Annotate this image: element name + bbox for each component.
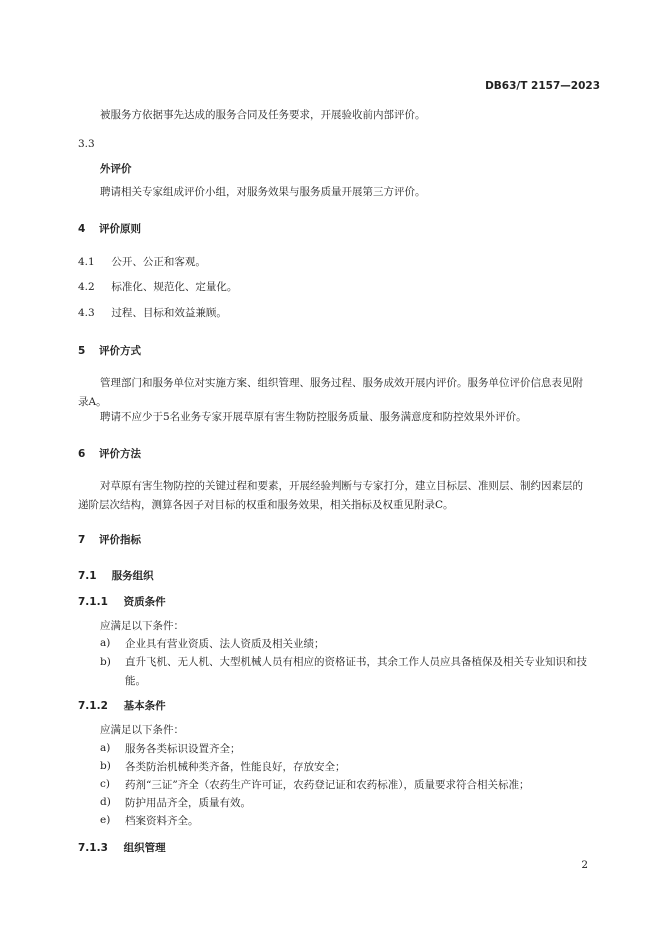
list-marker: c) (100, 778, 110, 790)
section-7-1-1-number: 7.1.1 (78, 596, 108, 608)
section-7-1-number: 7.1 (78, 570, 97, 582)
list-item-text: 企业具有营业资质、法人资质及相关业绩； (125, 638, 325, 650)
section-4-heading (78, 221, 141, 236)
section-7-1-3-title: 组织管理 (123, 842, 166, 854)
list-item-4-3 (78, 306, 227, 320)
list-item-text: 药剂“三证”齐全（农药生产许可证，农药登记证和农药标准），质量要求符合相关标准； (125, 779, 530, 791)
item-text: 标准化、规范化、定量化。 (111, 281, 238, 293)
section-5-paragraph-2: 聘请不应少于5名业务专家开展草原有害生物防控服务质量、服务满意度和防控效果外评价。 (100, 411, 527, 423)
list-item-text: 直升飞机、无人机、大型机械人员有相应的资格证书，其余工作人员应具备植保及相关专业知识和技能。 (125, 656, 587, 687)
section-3-3-title: 外评价 (100, 163, 132, 175)
section-5-title: 评价方式 (98, 345, 141, 357)
list-marker: b) (100, 760, 111, 772)
section-7-title: 评价指标 (98, 534, 141, 546)
list-marker: a) (100, 742, 111, 754)
item-number: 4.1 (78, 256, 95, 268)
section-7-heading (78, 532, 141, 547)
document-code: DB63/T 2157—2023 (485, 80, 600, 92)
section-7-1-2-title: 基本条件 (123, 700, 166, 712)
section-3-3-number: 3.3 (78, 138, 95, 150)
section-5-heading (78, 343, 141, 358)
section-6-title: 评价方法 (98, 448, 141, 460)
section-7-1-3-heading (78, 840, 166, 855)
list-marker: b) (100, 656, 111, 668)
section-4-title: 评价原则 (98, 223, 141, 235)
section-6-number: 6 (78, 448, 86, 460)
section-7-1-2-lead: 应满足以下条件： (100, 724, 184, 736)
list-marker: d) (100, 796, 111, 808)
list-item-4-2 (78, 280, 237, 294)
item-number: 4.2 (78, 281, 95, 293)
list-item-text: 档案资料齐全。 (125, 815, 199, 827)
list-item-text: 各类防治机械种类齐备，性能良好，存放安全； (125, 761, 346, 773)
list-item-text: 服务各类标识设置齐全； (125, 743, 241, 755)
section-3-3-text: 聘请相关专家组成评价小组，对服务效果与服务质量开展第三方评价。 (100, 186, 426, 198)
section-7-1-2-number: 7.1.2 (78, 700, 108, 712)
item-text: 公开、公正和客观。 (111, 256, 206, 268)
list-marker: e) (100, 814, 111, 826)
list-item-4-1 (78, 255, 206, 269)
section-7-number: 7 (78, 534, 86, 546)
section-4-number: 4 (78, 223, 86, 235)
section-6-paragraph: 对草原有害生物防控的关键过程和要素，开展经验判断与专家打分，建立目标层、准则层、制约因素层的递阶层次结构，测算各因子对目标的权重和服务效果，相关指标及权重见附录C。 (78, 480, 583, 511)
item-text: 过程、目标和效益兼顾。 (111, 307, 227, 319)
section-6-heading (78, 446, 141, 461)
section-7-1-1-title: 资质条件 (123, 596, 166, 608)
paragraph-internal-evaluation: 被服务方依据事先达成的服务合同及任务要求，开展验收前内部评价。 (100, 109, 426, 121)
section-5-paragraph-1: 管理部门和服务单位对实施方案、组织管理、服务过程、服务成效开展内评价。服务单位评价信息表见附录A。 (78, 377, 583, 408)
section-7-1-title: 服务组织 (111, 570, 154, 582)
section-5-number: 5 (78, 345, 86, 357)
section-7-1-1-heading (78, 594, 166, 609)
section-7-1-1-lead: 应满足以下条件： (100, 620, 184, 632)
item-number: 4.3 (78, 307, 95, 319)
list-marker: a) (100, 637, 111, 649)
section-7-1-heading (78, 568, 154, 583)
list-item-text: 防护用品齐全，质量有效。 (125, 797, 251, 809)
section-7-1-2-heading (78, 698, 166, 713)
section-7-1-3-number: 7.1.3 (78, 842, 108, 854)
page-number: 2 (581, 859, 588, 871)
